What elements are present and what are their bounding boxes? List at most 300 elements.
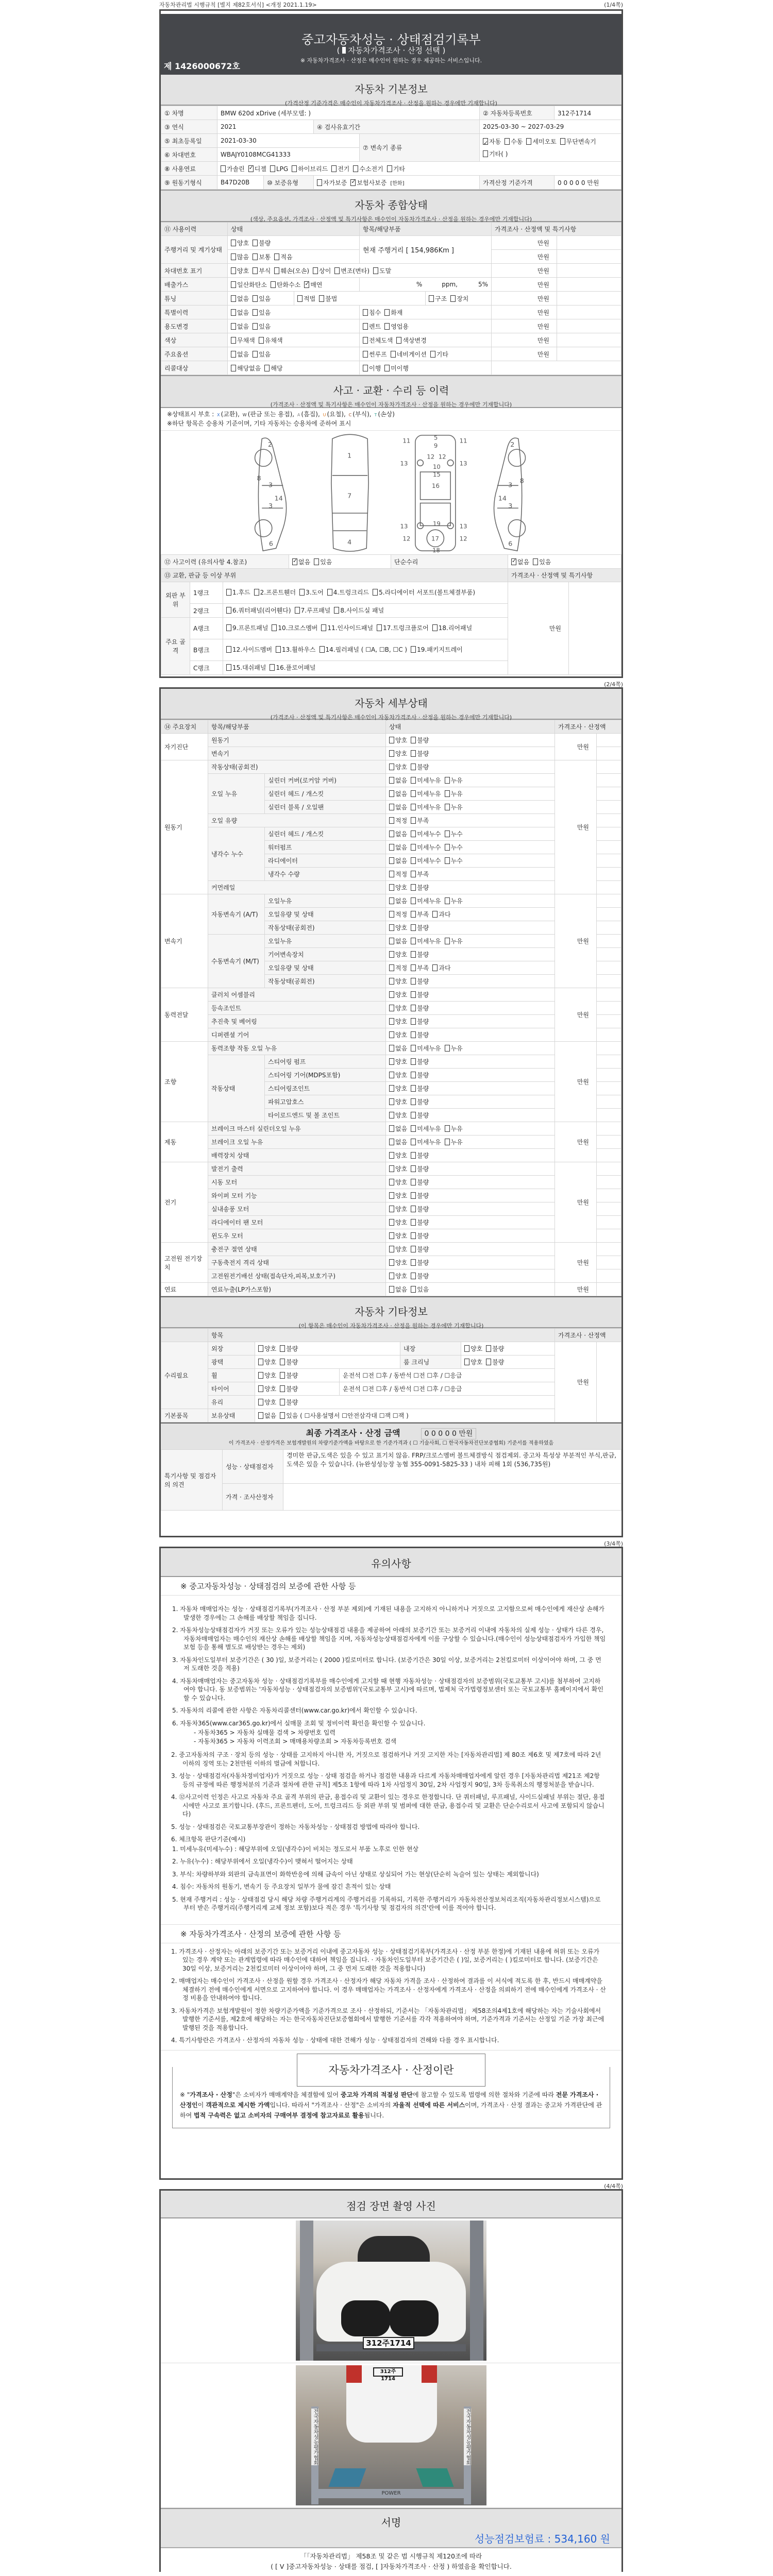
checkbox-option[interactable] (253, 308, 271, 317)
checkbox-option[interactable] (411, 1084, 429, 1093)
checkbox-option[interactable] (389, 963, 407, 972)
checkbox-option[interactable] (231, 322, 249, 331)
checkbox-icon[interactable] (411, 1031, 416, 1038)
checkbox-icon[interactable] (445, 1045, 450, 1052)
checkbox-icon[interactable] (411, 1179, 416, 1185)
checkbox-icon[interactable] (334, 267, 340, 274)
checkbox-option[interactable] (292, 164, 328, 173)
checkbox-option[interactable] (445, 896, 463, 905)
checkbox-icon[interactable] (389, 1018, 394, 1025)
checkbox-option[interactable] (389, 1151, 407, 1160)
checkbox-option[interactable] (389, 937, 407, 945)
checkbox-option[interactable] (411, 1151, 429, 1160)
checkbox-option[interactable] (389, 762, 407, 771)
checked-checkbox-icon[interactable] (304, 281, 309, 288)
checkbox-icon[interactable] (445, 790, 450, 797)
checkbox-option[interactable] (389, 1245, 407, 1253)
checkbox-option[interactable] (387, 164, 405, 173)
checkbox-option[interactable] (231, 252, 249, 261)
checkbox-option[interactable] (411, 937, 441, 945)
checkbox-icon[interactable] (429, 295, 434, 302)
checkbox-option[interactable] (445, 1138, 463, 1146)
price-note[interactable] (597, 1069, 621, 1082)
checkbox-icon[interactable] (411, 1005, 416, 1011)
checkbox-icon[interactable] (411, 1192, 416, 1199)
checkbox-option[interactable] (314, 557, 332, 566)
checkbox-option[interactable] (274, 266, 309, 275)
checkbox-icon[interactable] (389, 911, 394, 918)
price-note[interactable] (597, 948, 621, 961)
checkbox-icon[interactable] (389, 844, 394, 851)
checkbox-option[interactable] (411, 789, 441, 798)
checkbox-option[interactable] (295, 606, 331, 615)
checkbox-option[interactable] (411, 646, 463, 654)
checkbox-option[interactable] (389, 776, 407, 785)
checkbox-option[interactable] (363, 350, 387, 359)
price-note[interactable] (557, 333, 621, 347)
checkbox-icon[interactable] (411, 884, 416, 891)
checkbox-option[interactable] (280, 1411, 409, 1420)
checkbox-icon[interactable] (389, 1286, 394, 1293)
checkbox-option[interactable] (253, 294, 271, 303)
checkbox-option[interactable] (304, 280, 322, 289)
checkbox-icon[interactable] (276, 646, 281, 653)
checkbox-option[interactable] (231, 294, 249, 303)
checkbox-icon[interactable] (270, 664, 275, 671)
price-note[interactable] (597, 1189, 621, 1202)
checkbox-icon[interactable] (253, 253, 258, 260)
checkbox-icon[interactable] (270, 165, 275, 172)
checkbox-option[interactable] (411, 1218, 429, 1227)
checkbox-option[interactable] (411, 803, 441, 811)
checkbox-icon[interactable] (226, 589, 231, 596)
checkbox-icon[interactable] (226, 664, 231, 671)
price-note[interactable] (597, 1162, 621, 1176)
checkbox-icon[interactable] (389, 817, 394, 824)
checkbox-option[interactable] (389, 1205, 407, 1213)
checkbox-option[interactable] (389, 870, 407, 878)
checkbox-option[interactable] (389, 990, 407, 999)
checkbox-icon[interactable] (464, 1345, 469, 1352)
checkbox-option[interactable] (253, 252, 271, 261)
checkbox-option[interactable] (389, 856, 407, 865)
checkbox-option[interactable] (445, 856, 463, 865)
checkbox-option[interactable] (411, 1245, 429, 1253)
checkbox-icon[interactable] (280, 1412, 285, 1419)
price-note[interactable] (597, 1243, 621, 1256)
checkbox-icon[interactable] (389, 1152, 394, 1159)
checkbox-option[interactable] (505, 135, 523, 148)
checkbox-icon[interactable] (411, 646, 416, 653)
checkbox-option[interactable] (258, 1358, 276, 1366)
checkbox-option[interactable] (280, 1384, 298, 1393)
checkbox-icon[interactable] (411, 1165, 416, 1172)
checkbox-option[interactable] (231, 239, 249, 247)
checkbox-option[interactable] (363, 322, 381, 331)
checkbox-icon[interactable] (384, 365, 390, 371)
checkbox-option[interactable] (274, 252, 292, 261)
checkbox-icon[interactable] (389, 1139, 394, 1145)
checkbox-icon[interactable] (411, 1085, 416, 1092)
price-note[interactable] (597, 961, 621, 975)
checkbox-option[interactable] (389, 829, 407, 838)
checkbox-icon[interactable] (373, 589, 378, 596)
checkbox-icon[interactable] (314, 558, 319, 565)
checkbox-option[interactable] (292, 557, 310, 566)
checkbox-icon[interactable] (280, 1372, 285, 1379)
checkbox-icon[interactable] (226, 607, 231, 614)
checkbox-icon[interactable] (391, 351, 396, 358)
price-note[interactable] (597, 1149, 621, 1162)
checkbox-icon[interactable] (396, 337, 401, 344)
checkbox-option[interactable] (429, 294, 447, 303)
checkbox-icon[interactable] (334, 607, 339, 614)
checkbox-option[interactable] (445, 789, 463, 798)
checkbox-icon[interactable] (231, 337, 236, 344)
checkbox-option[interactable] (389, 1017, 407, 1026)
checkbox-icon[interactable] (411, 750, 416, 757)
checkbox-icon[interactable] (411, 871, 416, 877)
checkbox-icon[interactable] (432, 624, 438, 631)
checkbox-option[interactable] (411, 870, 429, 878)
checkbox-option[interactable] (389, 1030, 407, 1039)
checkbox-icon[interactable] (411, 964, 416, 971)
checkbox-icon[interactable] (258, 1359, 263, 1365)
checkbox-icon[interactable] (274, 267, 279, 274)
checkbox-icon[interactable] (258, 1399, 263, 1405)
checkbox-option[interactable] (389, 736, 407, 744)
checkbox-icon[interactable] (464, 1359, 469, 1365)
checkbox-option[interactable] (297, 294, 315, 303)
checkbox-icon[interactable] (445, 857, 450, 864)
checkbox-option[interactable] (411, 910, 429, 919)
price-note[interactable] (597, 760, 621, 774)
checkbox-option[interactable] (464, 1358, 482, 1366)
checkbox-option[interactable] (353, 164, 383, 173)
checkbox-option[interactable] (389, 1258, 407, 1267)
checkbox-option[interactable] (226, 646, 272, 654)
checkbox-option[interactable] (319, 294, 337, 303)
price-note[interactable] (597, 894, 621, 908)
checkbox-option[interactable] (483, 148, 508, 160)
checkbox-icon[interactable] (445, 1139, 450, 1145)
checkbox-option[interactable] (389, 1138, 407, 1146)
price-note[interactable] (597, 1283, 621, 1296)
checkbox-icon[interactable] (445, 897, 450, 904)
checkbox-option[interactable] (389, 1004, 407, 1012)
checkbox-icon[interactable] (258, 1385, 263, 1392)
checkbox-option[interactable] (226, 664, 266, 672)
checkbox-option[interactable] (389, 1057, 407, 1066)
checkbox-option[interactable] (253, 350, 271, 359)
checkbox-icon[interactable] (254, 589, 259, 596)
checkbox-icon[interactable] (411, 924, 416, 931)
checkbox-icon[interactable] (389, 804, 394, 810)
checkbox-icon[interactable] (389, 871, 394, 877)
checkbox-option[interactable] (389, 803, 407, 811)
checkbox-icon[interactable] (389, 1125, 394, 1132)
checkbox-option[interactable] (384, 364, 409, 372)
price-note[interactable] (557, 264, 621, 278)
checkbox-icon[interactable] (389, 951, 394, 958)
price-note[interactable] (557, 278, 621, 292)
checkbox-option[interactable] (411, 950, 429, 959)
checkbox-option[interactable] (334, 606, 384, 615)
checkbox-icon[interactable] (411, 1219, 416, 1226)
checkbox-icon[interactable] (445, 804, 450, 810)
checkbox-icon[interactable] (533, 558, 538, 565)
price-note[interactable] (597, 734, 621, 747)
checkbox-option[interactable] (432, 910, 450, 919)
checkbox-icon[interactable] (231, 295, 236, 302)
price-note[interactable] (597, 988, 621, 1002)
checkbox-option[interactable] (363, 364, 381, 372)
checked-checkbox-icon[interactable] (483, 138, 488, 145)
checkbox-option[interactable] (254, 588, 296, 597)
checkbox-icon[interactable] (411, 777, 416, 784)
checkbox-option[interactable] (411, 1071, 429, 1079)
checkbox-icon[interactable] (486, 1359, 491, 1365)
checkbox-icon[interactable] (231, 365, 236, 371)
checkbox-icon[interactable] (389, 897, 394, 904)
checkbox-icon[interactable] (430, 351, 435, 358)
checkbox-icon[interactable] (411, 938, 416, 944)
checkbox-option[interactable] (231, 308, 249, 317)
price-note[interactable] (597, 1216, 621, 1229)
price-note[interactable] (597, 975, 621, 988)
checkbox-icon[interactable] (411, 911, 416, 918)
checkbox-option[interactable] (391, 350, 427, 359)
checkbox-option[interactable] (389, 843, 407, 852)
checkbox-icon[interactable] (389, 884, 394, 891)
checkbox-option[interactable] (389, 1178, 407, 1187)
checkbox-icon[interactable] (327, 589, 332, 596)
checkbox-icon[interactable] (319, 295, 324, 302)
price-note[interactable] (557, 347, 621, 361)
checkbox-icon[interactable] (411, 790, 416, 797)
checkbox-icon[interactable] (258, 1345, 263, 1352)
checkbox-option[interactable] (299, 588, 324, 597)
checkbox-option[interactable] (445, 843, 463, 852)
checkbox-icon[interactable] (432, 911, 438, 918)
checkbox-icon[interactable] (321, 624, 326, 631)
checkbox-icon[interactable] (411, 897, 416, 904)
checkbox-icon[interactable] (384, 309, 390, 316)
checkbox-option[interactable] (350, 178, 386, 187)
checkbox-option[interactable] (389, 1111, 407, 1120)
checkbox-option[interactable] (327, 588, 369, 597)
checkbox-option[interactable] (533, 557, 551, 566)
checkbox-option[interactable] (231, 280, 267, 289)
checkbox-option[interactable] (560, 135, 596, 148)
checkbox-icon[interactable] (389, 1232, 394, 1239)
checkbox-option[interactable] (445, 1044, 463, 1053)
checkbox-option[interactable] (411, 1111, 429, 1120)
checkbox-icon[interactable] (411, 1152, 416, 1159)
checkbox-icon[interactable] (389, 1005, 394, 1011)
checkbox-icon[interactable] (231, 240, 236, 246)
checkbox-option[interactable] (258, 1398, 276, 1406)
price-note[interactable] (597, 841, 621, 854)
price-note[interactable] (597, 1202, 621, 1216)
checkbox-icon[interactable] (411, 991, 416, 998)
checkbox-icon[interactable] (389, 1259, 394, 1266)
checkbox-option[interactable] (258, 1411, 276, 1420)
price-note[interactable] (569, 582, 621, 675)
price-note[interactable] (597, 1055, 621, 1069)
price-note[interactable] (597, 854, 621, 868)
checkbox-icon[interactable] (389, 1058, 394, 1065)
checkbox-option[interactable] (276, 646, 315, 654)
checkbox-icon[interactable] (389, 1179, 394, 1185)
checkbox-option[interactable] (226, 588, 250, 597)
checkbox-icon[interactable] (389, 1085, 394, 1092)
checkbox-option[interactable] (226, 606, 291, 615)
checkbox-option[interactable] (280, 1371, 298, 1380)
checkbox-option[interactable] (271, 280, 300, 289)
checkbox-option[interactable] (445, 803, 463, 811)
checkbox-option[interactable] (411, 816, 429, 825)
checkbox-icon[interactable] (411, 1125, 416, 1132)
checkbox-option[interactable] (280, 1344, 298, 1353)
checkbox-icon[interactable] (389, 1045, 394, 1052)
checkbox-option[interactable] (411, 736, 429, 744)
price-note[interactable] (597, 1002, 621, 1015)
checked-checkbox-icon[interactable] (248, 165, 254, 172)
checkbox-icon[interactable] (411, 1072, 416, 1078)
checkbox-option[interactable] (264, 364, 282, 372)
checkbox-option[interactable] (259, 336, 283, 345)
price-note[interactable] (597, 814, 621, 827)
price-note[interactable] (597, 881, 621, 894)
checkbox-icon[interactable] (363, 351, 368, 358)
checkbox-icon[interactable] (221, 165, 226, 172)
checkbox-option[interactable] (231, 364, 261, 372)
checkbox-option[interactable] (411, 883, 429, 892)
checkbox-icon[interactable] (411, 1246, 416, 1252)
checkbox-option[interactable] (411, 1205, 429, 1213)
price-note[interactable] (597, 1256, 621, 1269)
checkbox-icon[interactable] (389, 750, 394, 757)
checkbox-option[interactable] (253, 239, 271, 247)
checkbox-option[interactable] (411, 829, 441, 838)
checkbox-option[interactable] (320, 646, 408, 654)
checkbox-option[interactable] (389, 749, 407, 758)
checkbox-option[interactable] (411, 749, 429, 758)
checkbox-icon[interactable] (231, 309, 236, 316)
checkbox-icon[interactable] (297, 295, 303, 302)
price-note[interactable] (597, 935, 621, 948)
checkbox-icon[interactable] (274, 253, 279, 260)
price-note[interactable] (557, 306, 621, 319)
checkbox-icon[interactable] (363, 365, 368, 371)
checkbox-option[interactable] (396, 336, 426, 345)
checkbox-option[interactable] (411, 1097, 429, 1106)
price-note[interactable] (557, 319, 621, 333)
checkbox-option[interactable] (231, 336, 255, 345)
checkbox-icon[interactable] (445, 831, 450, 837)
checkbox-icon[interactable] (271, 281, 276, 288)
checkbox-icon[interactable] (231, 351, 236, 358)
checkbox-option[interactable] (389, 896, 407, 905)
checkbox-option[interactable] (389, 789, 407, 798)
checkbox-icon[interactable] (389, 1246, 394, 1252)
price-note[interactable] (557, 250, 621, 264)
checkbox-option[interactable] (389, 1044, 407, 1053)
checkbox-option[interactable] (280, 1398, 298, 1406)
checked-checkbox-icon[interactable] (292, 558, 297, 565)
checkbox-icon[interactable] (411, 1259, 416, 1266)
checkbox-icon[interactable] (384, 323, 390, 330)
checkbox-option[interactable] (363, 336, 393, 345)
price-note[interactable] (597, 1015, 621, 1028)
checkbox-option[interactable] (411, 1178, 429, 1187)
checkbox-icon[interactable] (253, 267, 258, 274)
price-note[interactable] (557, 236, 621, 250)
checkbox-option[interactable] (248, 164, 266, 173)
checkbox-icon[interactable] (411, 817, 416, 824)
checkbox-icon[interactable] (411, 1286, 416, 1293)
checkbox-icon[interactable] (450, 295, 456, 302)
checkbox-icon[interactable] (445, 844, 450, 851)
checkbox-option[interactable] (231, 266, 249, 275)
checkbox-icon[interactable] (377, 624, 382, 631)
checkbox-icon[interactable] (363, 309, 368, 316)
checkbox-option[interactable] (377, 624, 429, 633)
checkbox-option[interactable] (389, 1218, 407, 1227)
checkbox-icon[interactable] (411, 1112, 416, 1118)
car-diagram[interactable] (161, 431, 621, 554)
checkbox-option[interactable] (270, 664, 315, 672)
checkbox-icon[interactable] (445, 938, 450, 944)
checkbox-icon[interactable] (363, 323, 368, 330)
checkbox-option[interactable] (411, 762, 429, 771)
checkbox-icon[interactable] (258, 1412, 263, 1419)
checkbox-option[interactable] (411, 856, 441, 865)
checkbox-icon[interactable] (411, 1098, 416, 1105)
checkbox-icon[interactable] (373, 267, 378, 274)
checkbox-option[interactable] (511, 557, 529, 566)
checkbox-option[interactable] (384, 322, 409, 331)
checked-checkbox-icon[interactable] (511, 558, 516, 565)
checkbox-option[interactable] (373, 588, 475, 597)
checkbox-icon[interactable] (258, 1372, 263, 1379)
checkbox-option[interactable] (389, 1124, 407, 1133)
checkbox-option[interactable] (432, 963, 450, 972)
checkbox-icon[interactable] (231, 267, 236, 274)
checkbox-option[interactable] (411, 776, 441, 785)
checkbox-option[interactable] (258, 1344, 276, 1353)
checkbox-option[interactable] (280, 1358, 298, 1366)
price-note[interactable] (597, 1342, 621, 1422)
checkbox-option[interactable] (411, 1017, 429, 1026)
checked-checkbox-icon[interactable] (350, 179, 356, 186)
checkbox-icon[interactable] (231, 281, 236, 288)
checkbox-icon[interactable] (389, 737, 394, 743)
checkbox-option[interactable] (411, 1044, 441, 1053)
checkbox-option[interactable] (389, 910, 407, 919)
checkbox-icon[interactable] (389, 1206, 394, 1212)
checkbox-icon[interactable] (226, 646, 231, 653)
checkbox-option[interactable] (373, 266, 391, 275)
checkbox-option[interactable] (226, 624, 268, 633)
checkbox-option[interactable] (411, 843, 441, 852)
checkbox-icon[interactable] (389, 964, 394, 971)
checkbox-option[interactable] (253, 322, 271, 331)
checkbox-option[interactable] (445, 937, 463, 945)
checkbox-icon[interactable] (411, 1045, 416, 1052)
checkbox-icon[interactable] (389, 938, 394, 944)
